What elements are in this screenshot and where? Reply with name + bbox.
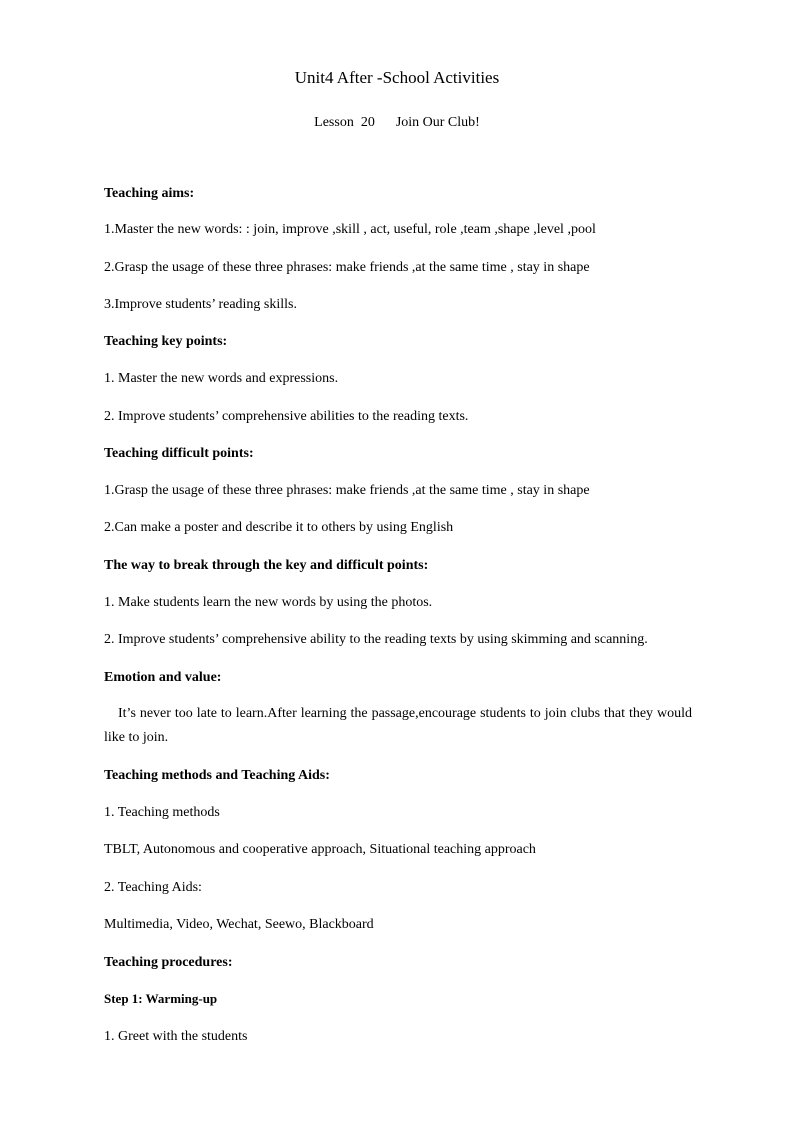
procedures-heading: Teaching procedures: xyxy=(104,955,233,970)
methods-item-4: Multimedia, Video, Wechat, Seewo, Blackboard xyxy=(104,917,374,932)
methods-heading: Teaching methods and Teaching Aids: xyxy=(104,768,330,783)
teaching-aims-heading: Teaching aims: xyxy=(104,186,195,201)
methods-item-1: 1. Teaching methods xyxy=(104,805,220,820)
difficult-points-item-1: 1.Grasp the usage of these three phrases: make friends ,at the same time , stay in shape xyxy=(104,483,590,498)
difficult-points-item-2: 2.Can make a poster and describe it to others by using English xyxy=(104,520,454,535)
teaching-aims-item-2: 2.Grasp the usage of these three phrases: make friends ,at the same time , stay in shape xyxy=(104,260,590,275)
difficult-points-heading: Teaching difficult points: xyxy=(104,446,254,461)
procedures-item-1: 1. Greet with the students xyxy=(104,1029,248,1044)
lesson-subtitle: Lesson 20 Join Our Club! xyxy=(314,115,480,130)
key-points-item-1: 1. Master the new words and expressions. xyxy=(104,371,339,386)
break-through-item-1: 1. Make students learn the new words by using the photos. xyxy=(104,595,433,610)
document-title: Unit4 After -School Activities xyxy=(294,68,500,87)
emotion-paragraph: It’s never too late to learn.After learning the passage,encourage students to join clubs that they would like to join. xyxy=(104,706,692,745)
methods-item-2: TBLT, Autonomous and cooperative approach, Situational teaching approach xyxy=(104,842,536,857)
break-through-item-2: 2. Improve students’ comprehensive ability to the reading texts by using skimming and scanning. xyxy=(104,632,648,647)
teaching-aims-item-3: 3.Improve students’ reading skills. xyxy=(104,297,297,312)
emotion-heading: Emotion and value: xyxy=(104,670,222,685)
teaching-aims-item-1: 1.Master the new words: : join, improve ,skill , act, useful, role ,team ,shape ,level ,pool xyxy=(104,222,596,237)
key-points-item-2: 2. Improve students’ comprehensive abilities to the reading texts. xyxy=(104,409,469,424)
key-points-heading: Teaching key points: xyxy=(104,334,228,349)
break-through-heading: The way to break through the key and difficult points: xyxy=(104,558,429,573)
methods-item-3: 2. Teaching Aids: xyxy=(104,880,202,895)
step1-heading: Step 1: Warming-up xyxy=(104,991,218,1006)
